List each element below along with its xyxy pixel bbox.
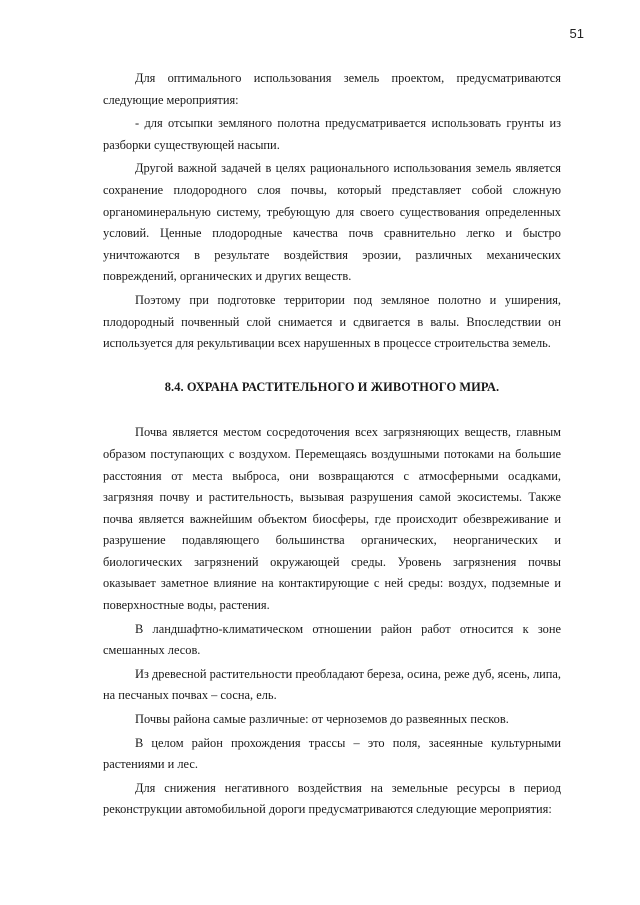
section-heading: 8.4. ОХРАНА РАСТИТЕЛЬНОГО И ЖИВОТНОГО МИРА. <box>164 379 500 394</box>
paragraph: В ландшафтно-климатическом отношении район работ относится к зоне смешанных лесов. <box>103 621 561 658</box>
paragraph: Поэтому при подготовке территории под земляное полотно и уширения, плодородный почвенный слой снимается и сдвигается в валы. Впоследствии он используется для рекультивации всех нарушенных в процессе строительства земель. <box>103 292 561 351</box>
paragraph: Из древесной растительности преобладают береза, осина, реже дуб, ясень, липа, на песчаных почвах – сосна, ель. <box>103 666 561 703</box>
paragraph: Почва является местом сосредоточения всех загрязняющих веществ, главным образом поступающих с воздухом. Перемещаясь воздушными потоками на большие расстояния от места выброса, они возвращаются с атмосферными осадками, загрязняя почву и растительность, вызывая разрушения самой экосистемы. Также почва является важнейшим объектом биосферы, где происходит обезвреживание и разрушение подавляющего большинства органических, неорганических и биологических загрязнений окружающей среды. Уровень загрязнения почвы оказывает заметное влияние на контактирующие с ней среды: воздух, подземные и поверхностные воды, растения. <box>103 425 561 613</box>
paragraph: Для оптимального использования земель проектом, предусматриваются следующие мероприятия: <box>103 71 561 107</box>
paragraph: Другой важной задачей в целях рационального использования земель является сохранение плодородного слоя почвы, который представляет собой сложную органоминеральную систему, требующую для своего существования определенных условий. Ценные плодородные качества почв сравнительно легко и быстро уничтожаются в результате воздействия эрозии, различных механических повреждений, органических и других веществ. <box>103 161 561 284</box>
page-body <box>103 68 561 821</box>
page-number: 51 <box>569 26 584 41</box>
paragraph: Почвы района самые различные: от черноземов до развеянных песков. <box>135 712 509 727</box>
paragraph: - для отсыпки земляного полотна предусматривается использовать грунты из разборки существующей насыпи. <box>103 116 561 152</box>
paragraph: Для снижения негативного воздействия на земельные ресурсы в период реконструкции автомобильной дороги предусматриваются следующие мероприятия: <box>103 780 561 817</box>
paragraph: В целом район прохождения трассы – это поля, засеянные культурными растениями и лес. <box>103 735 561 772</box>
